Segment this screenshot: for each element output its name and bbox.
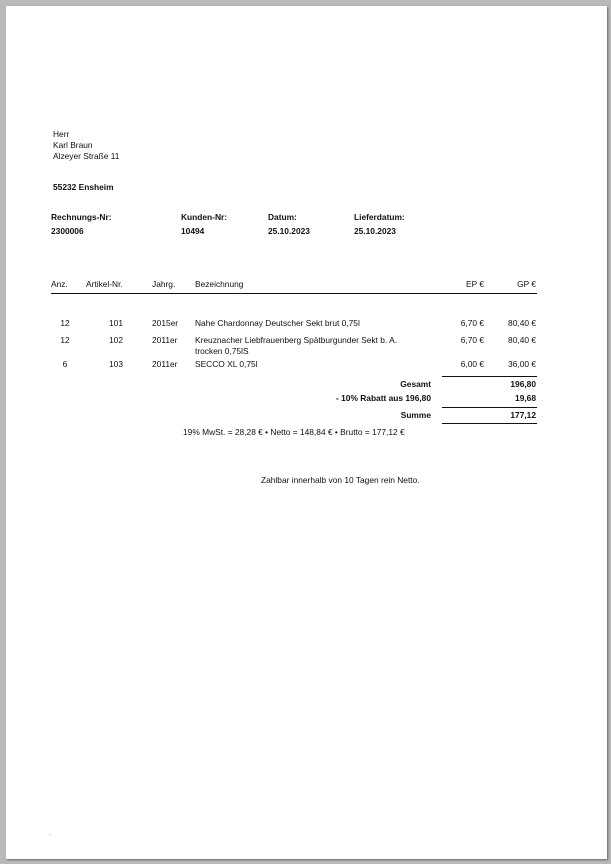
row-article: 103 [109,359,123,369]
invoice-no-value: 2300006 [51,226,84,236]
footer-mark: . [49,830,51,837]
rabatt-label: - 10% Rabatt aus 196,80 [336,393,431,403]
row-total-price: 36,00 € [508,359,536,369]
delivery-date-label: Lieferdatum: [354,212,405,222]
delivery-date-value: 25.10.2023 [354,226,396,236]
gesamt-label: Gesamt [400,379,431,389]
row-total-price: 80,40 € [508,318,536,328]
header-unit-price: EP € [465,279,484,289]
header-description: Bezeichnung [195,279,244,289]
row-unit-price: 6,70 € [460,318,484,328]
rabatt-value: 19,68 [515,393,536,403]
invoice-no-label: Rechnungs-Nr: [51,212,112,222]
row-year: 2011er [152,359,178,369]
row-qty: 12 [60,335,70,345]
summe-value: 177,12 [510,410,536,420]
row-article: 102 [109,335,123,345]
tax-line: 19% MwSt. = 28,28 € • Netto = 148,84 € • Brutto = 177,12 € [183,427,405,437]
row-qty: 12 [60,318,70,328]
date-label: Datum: [268,212,297,222]
gesamt-rule [442,376,537,377]
summe-label: Summe [400,410,431,420]
summe-rule-top [442,407,537,408]
payment-terms: Zahlbar innerhalb von 10 Tagen rein Netto. [261,475,420,485]
recipient-street: Alzeyer Straße 11 [53,151,120,161]
row-year: 2011er [152,335,178,345]
row-description: Kreuznacher Liebfrauenberg Spätburgunder Sekt b. A. [195,335,398,345]
header-article: Artikel-Nr. [86,279,123,289]
row-unit-price: 6,70 € [460,335,484,345]
header-rule [51,293,537,294]
invoice-page [6,6,607,859]
row-article: 101 [109,318,123,328]
recipient-name: Karl Braun [53,140,93,150]
row-qty: 6 [62,359,68,369]
row-description: Nahe Chardonnay Deutscher Sekt brut 0,75l [195,318,360,328]
row-description-line2: trocken 0,75lS [195,346,249,356]
row-description: SECCO XL 0,75l [195,359,258,369]
header-year: Jahrg. [152,279,176,289]
row-unit-price: 6,00 € [460,359,484,369]
customer-no-label: Kunden-Nr: [181,212,228,222]
row-total-price: 80,40 € [508,335,536,345]
recipient-salutation: Herr [53,129,70,139]
recipient-city: 55232 Ensheim [53,182,114,192]
customer-no-value: 10494 [181,226,205,236]
date-value: 25.10.2023 [268,226,310,236]
gesamt-value: 196,80 [510,379,536,389]
summe-rule-bottom [442,423,537,424]
header-total-price: GP € [517,279,536,289]
header-qty: Anz. [51,279,68,289]
row-year: 2015er [152,318,179,328]
